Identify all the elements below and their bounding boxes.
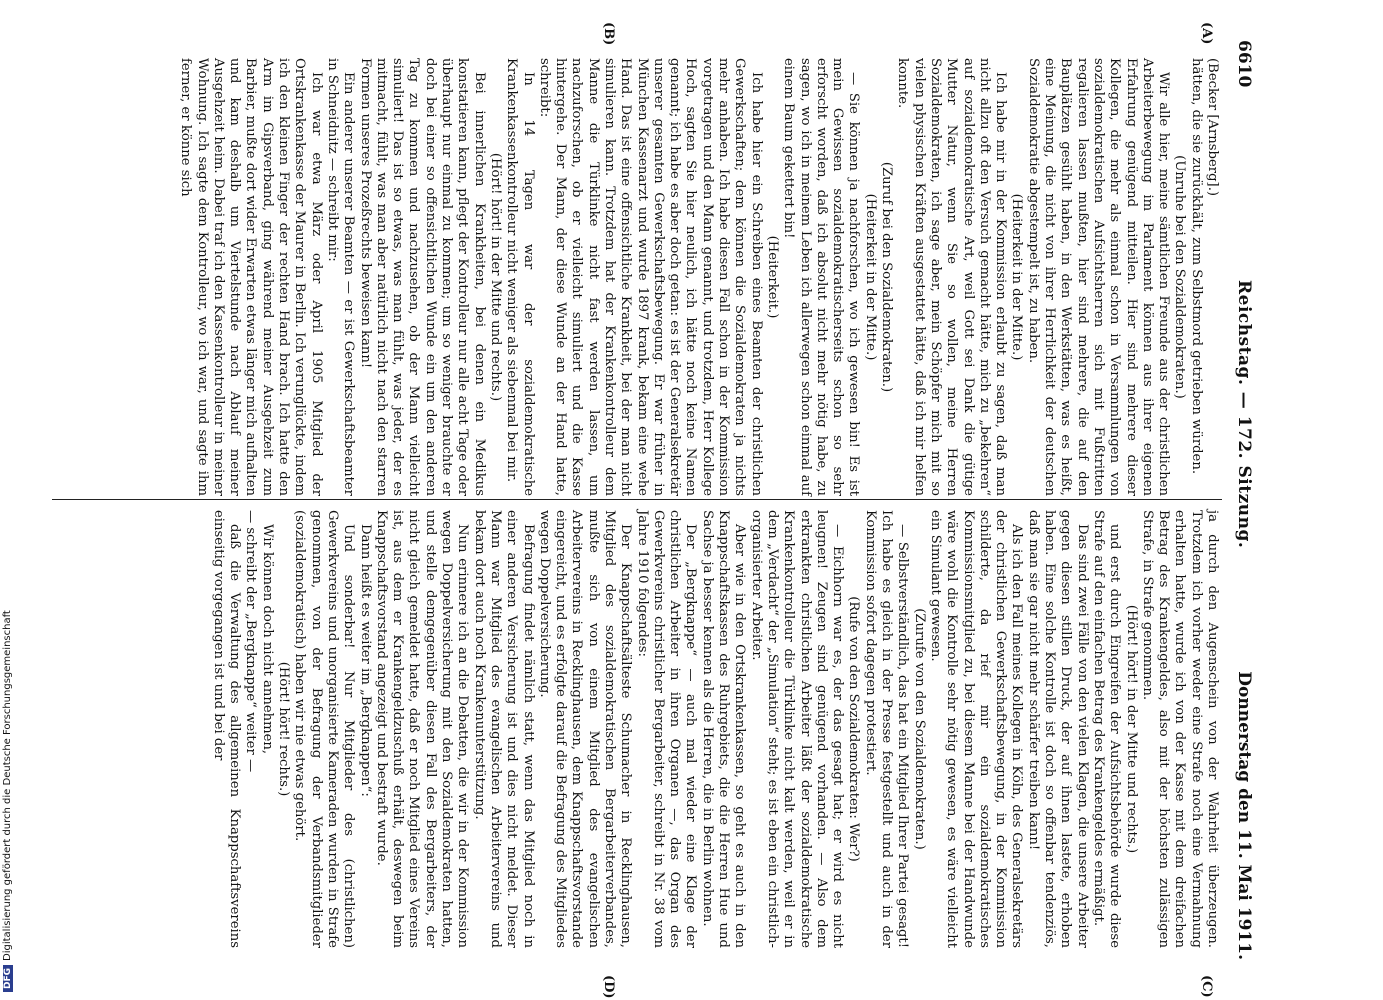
- running-title: Reichstag. — 172. Sitzung.: [1234, 280, 1254, 549]
- paragraph: (Zuruf bei den Sozialdemokraten.): [879, 161, 895, 393]
- paragraph: daß die Verwaltung des allgemeinen Knappschaftsvereins einseitig vorgegangen ist und bei der: [210, 510, 243, 948]
- paragraph: (Rufe von den Sozialdemokraten: Wer?): [846, 596, 862, 862]
- paragraph: — Eichhorn war es, der das gesagt hat; er wird es nicht leugnen! Zeugen sind genügend vorhanden. — Also dem erkrankten christlichen Arbeiter läßt der sozialdemokratische Krankenkontrolleur die Türklinke nicht kalt werden, weil er in dem „Verdacht“ der „Simulation“ steht; es ist eben ein christlich-organisierter Arbeiter.: [748, 510, 846, 948]
- page-header: [1232, 40, 1254, 960]
- paragraph: (Hört! hört! in der Mitte und rechts.): [1123, 604, 1139, 854]
- paragraph: Und sonderbar! Nur Mitglieder des (christlichen) Gewerkvereins und unorganisierte Kameraden wurden in Strafe genommen, von der Befragung der Verbandsmitglieder (sozialdemokratisch) haben wir nie etwas gehört.: [292, 510, 357, 948]
- margin-marker-a: (A): [1199, 22, 1214, 45]
- paragraph: Ein anderer unserer Beamten — er ist Gewerkschaftsbeamter in Schneidnitz — schreibt mir:: [324, 58, 357, 496]
- paragraph: (Heiterkeit.): [764, 235, 780, 319]
- left-text-column: [177, 58, 1220, 496]
- credit-text: Digitalisierung gefördert durch die Deutsche Forschungsgemeinschaft: [2, 610, 13, 961]
- digitization-credit: [2, 12, 18, 992]
- margin-marker-c: (C): [1199, 975, 1214, 998]
- paragraph: Dann heißt es weiter im „Bergknappen“:: [357, 524, 373, 797]
- paragraph: und erst durch Eingreifen der Aufsichtsbehörde wurde diese Strafe auf den einfachen Betrag des Krankengeldes ermäßigt.: [1090, 510, 1123, 948]
- paragraph: (Becker [Arnsberg].): [1205, 58, 1220, 197]
- paragraph: In 14 Tagen war der sozialdemokratische Krankenkassenkontrolleur nicht weniger als siebenmal bei mir.: [504, 58, 536, 496]
- page-number: 6610: [1234, 40, 1254, 88]
- paragraph: Befragung findet nämlich statt, wenn das Mitglied noch in einer anderen Versicherung ist und dies nicht meldet. Dieser Mann war Mitglied des evangelischen Arbeitervereins und bekam dort auch noch Krankenunterstützung.: [471, 510, 536, 948]
- paragraph: Ich habe mir in der Kommission erlaubt zu sagen, daß man nicht allzu oft den Versuch gemacht hätte, mich zu „bekehren“ auf sozialdemokratische Art, weil Gott sei Dank die gütige Mutter Natur, wenn Sie so wollen, meine Herren Sozialdemokraten, ich sage aber, mein Schöpfer mich mit so vielen physischen Kräften ausgestattet hätte, daß ich mir helfen konnte.: [895, 58, 1009, 496]
- paragraph: (Heiterkeit in der Mitte.): [1009, 193, 1025, 361]
- paragraph: — schreibt der „Bergknappe“ weiter —: [243, 510, 259, 773]
- paragraph: Ich war etwa März oder April 1905 Mitglied der Ortskrankenkasse der Maurer in Berlin. Ich verunglückte, indem ich den kleinen Finger der rechten Hand brach. Ich hatte den Arm im Gipsverband, ging während meiner Ausgehzeit zum Barbier, mußte dort wider Erwarten etwas länger mich aufhalten und kam deshalb um Viertelstunde nach Ablauf meiner Ausgehzeit heim. Dabei traf ich den Kassenkontrolleur in meiner Wohnung. Ich sagte dem Kontrolleur, wo ich war, und sagte ihm ferner, er könne sich: [178, 58, 324, 496]
- paragraph: Ich habe hier ein Schreiben eines Beamten der christlichen Gewerkschaften; dem können die Sozialdemokraten ja nichts mehr anhaben. Ich habe diesen Fall schon in der Kommission vorgetragen und den Mann genannt, und trotzdem, Herr Kollege Hoch, sagten Sie hier neulich, ich hätte noch keine Namen genannt; ich habe es aber doch getan: es ist der Generalsekretär unserer gesamten Gewerkschaftsbewegung. Er war früher in München Kassenarzt und wurde 1897 krank, bekam eine wehe Hand. Das ist eine offensichtliche Krankheit, bei der man nicht simulieren kann. Trotzdem hat der Krankenkontrolleur dem Manne die Türklinke nicht fast werden lassen, um nachzuforschen, ob er vielleicht simuliert und die Kasse hintergehe. Der Mann, der diese Wunde an der Hand hatte, schreibt:: [536, 58, 764, 496]
- paragraph: (Unruhe bei den Sozialdemokraten.): [1172, 155, 1188, 399]
- paragraph: ja durch den Augenschein von der Wahrheit überzeugen. Trotzdem ich vorher weder eine Strafe noch eine Vermahnung erhalten hatte, wurde ich von der Kasse mit dem dreifachen Betrag des Krankengeldes, also mit der höchsten zulässigen Strafe, in Strafe genommen.: [1139, 510, 1220, 948]
- paragraph: Bei innerlichen Krankheiten, bei denen ein Medikus konstatieren kann, pflegt der Kontrolleur nur alle acht Tage oder überhaupt nur einmal zu kommen; um so weniger brauchte er doch bei einer so offensichtlichen Wunde ein um den anderen Tag zu kommen und nachzusehen, ob der Mann vielleicht simuliert! Das ist so etwas, was man fühlt, was jeder, der es mitmacht, fühlt, was man aber natürlich nicht nach den starren Formen unseres Prozeßrechts beweisen kann!: [357, 58, 487, 496]
- paragraph: (Heiterkeit in der Mitte.): [862, 193, 878, 361]
- dfg-logo: DFG: [3, 965, 13, 992]
- paragraph: Nun erinnere ich an die Debatten, die wir in der Kommission wegen Doppelversicherung mit den Sozialdemokraten hatten, und stelle demgegenüber diesen Fall des Bergarbeiters, der nicht gleich gemeldet hatte, daß er noch Mitglied eines Vereins ist, aus dem er Krankengeldzuschuß erhält, deswegen beim Knappschaftsvorstand angezeigt und bestraft wurde.: [373, 510, 471, 948]
- session-date: Donnerstag den 11. Mai 1911.: [1234, 671, 1254, 960]
- paragraph: Als ich den Fall meines Kollegen in Köln, des Generalsekretärs der christlichen Gewerkschaftsbewegung, in der Kommission schilderte, da rief mir ein sozialdemokratisches Kommissionsmitglied zu, bei diesem Manne bei der Handwunde wäre wohl die Kontrolle sehr nötig gewesen, es wäre vielleicht ein Simulant gewesen.: [927, 510, 1025, 948]
- column-divider: [52, 499, 1222, 500]
- paragraph: Der Knappschaftsälteste Schumacher in Recklinghausen, Mitglied des sozialdemokratischen Bergarbeiterverbandes, mußte sich von einem Mitglied des evangelischen Arbeitervereins in Recklinghausen, dem Knappschaftsvorstande eingereicht, und es erfolgte darauf die Befragung des Mitgliedes wegen Doppelversicherung.: [536, 510, 634, 948]
- paragraph: Das sind zwei Fälle von den vielen Klagen, die unsere Arbeiter gegen diesen stillen Druck, der auf ihnen lastete, erhoben haben. Eine solche Kontrolle ist doch so offenbar tendenziös, daß man sie gar nicht mehr schärfer treiben kann!: [1025, 510, 1090, 948]
- paragraph: (Hört! hört! rechts.): [276, 661, 292, 797]
- paragraph: Der „Bergknappe“ — auch mal wieder eine Klage der christlichen Arbeiter in ihren Organen —, das Organ des Gewerkvereins christlicher Bergarbeiter, schreibt in Nr. 38 vom Jahre 1910 folgendes:: [634, 510, 699, 948]
- paragraph: Aber wie in den Ortskrankenkassen, so geht es auch in den Knappschaftskassen des Ruhrgebiets, die die Herren Hue und Sachse ja besser kennen als die Herren, die in Berlin wohnen.: [699, 510, 748, 948]
- paragraph: — Selbstverständlich, das hat ein Mitglied Ihrer Partei gesagt! Ich habe es gleich in der Presse festgestellt und auch in der Kommission sofort dagegen protestiert.: [862, 510, 911, 948]
- paragraph: (Hört! hört! in der Mitte und rechts.): [487, 152, 503, 402]
- right-text-column: [210, 510, 1220, 948]
- paragraph: Wir alle hier, meine sämtlichen Freunde aus der christlichen Arbeiterbewegung im Parlament können aus ihrer eigenen Erfahrung genügend mitteilen. Hier sind mehrere dieser Kollegen, die mehr als einmal schon in Versammlungen von sozialdemokratischen Aufsichtsherren sich mit Fußtritten regalieren lassen mußten, hier sind mehrere, die auf den Bauplätzen gesühlt haben, in den Werkstätten, was es heißt, eine Meinung, die nicht von ihrer Herrlichkeit der deutschen Sozialdemokratie abgestempelt ist, zu haben.: [1025, 58, 1172, 496]
- paragraph: — Sie können ja nachforschen, wo ich gewesen bin! Es ist mein Gewissen sozialdemokratischerseits schon so sehr erforscht worden, daß ich absolut nicht mehr nötig habe, zu sagen, wo ich in meinem Leben ich allerwegen schon einmal auf einem Baum gekettert bin!: [781, 58, 862, 496]
- paragraph: Wir können doch nicht annehmen,: [259, 524, 275, 755]
- paragraph: (Zurufe von den Sozialdemokraten.): [911, 608, 927, 850]
- margin-marker-b: (B): [601, 22, 616, 46]
- rotated-document-page: [12, 0, 1272, 1000]
- paragraph: hätten, die sie zurückhält, zum Selbstmord getrieben würden.: [1188, 58, 1204, 475]
- margin-marker-d: (D): [601, 975, 616, 999]
